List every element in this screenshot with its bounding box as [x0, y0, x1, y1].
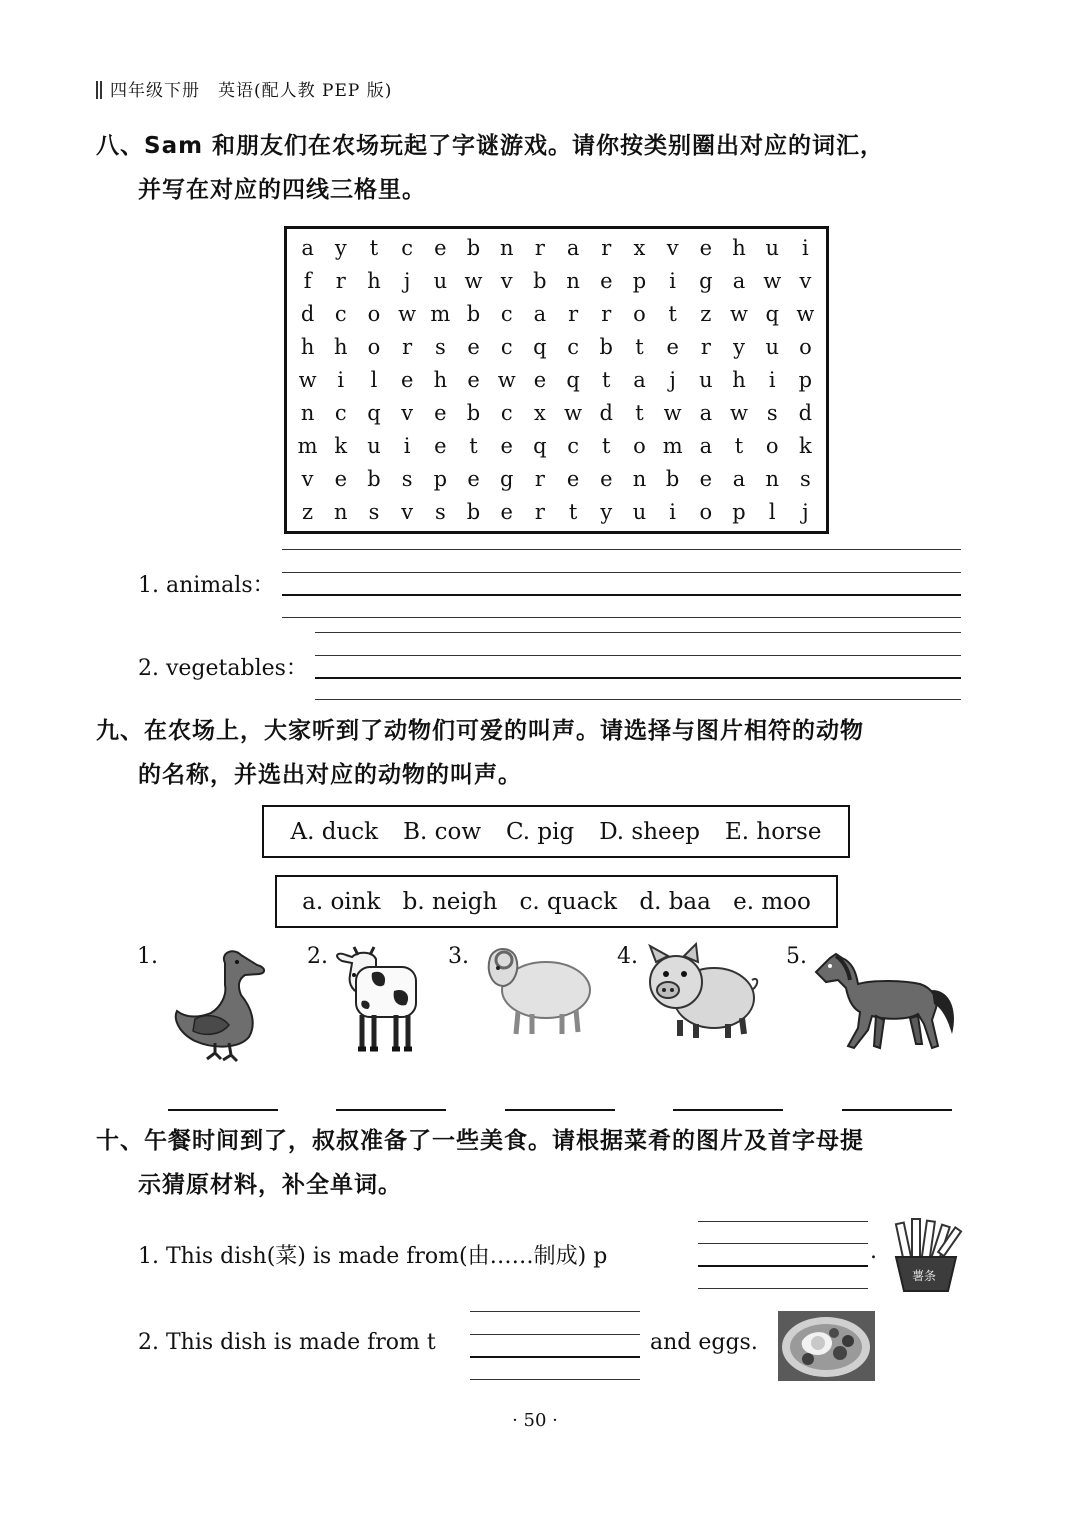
grid-letter[interactable]: n [632, 467, 647, 492]
grid-letter[interactable]: l [370, 367, 378, 392]
grid-letter[interactable]: c [500, 334, 513, 359]
grid-letter[interactable]: o [367, 334, 381, 359]
grid-letter[interactable]: a [301, 235, 314, 260]
writing-line [315, 699, 961, 700]
section9-title-line1: 九、在农场上，大家听到了动物们可爱的叫声。请选择与图片相符的动物 [96, 718, 864, 744]
grid-letter[interactable]: d [300, 301, 315, 326]
grid-letter[interactable]: a [699, 401, 713, 426]
grid-letter[interactable]: a [533, 301, 547, 326]
grid-letter[interactable]: p [632, 268, 647, 293]
grid-letter[interactable]: q [566, 367, 580, 392]
grid-letter[interactable]: r [534, 500, 545, 525]
word-search-grid [287, 229, 826, 531]
grid-letter[interactable]: q [765, 301, 779, 326]
grid-letter[interactable]: c [500, 301, 513, 326]
grid-letter[interactable]: o [633, 301, 646, 326]
q1-writing-baseline[interactable] [698, 1265, 868, 1267]
grid-letter[interactable]: a [633, 367, 646, 392]
grid-letter[interactable]: q [367, 401, 381, 426]
grid-letter[interactable]: h [334, 334, 348, 359]
q2-sentence: 2. This dish is made from t [138, 1330, 436, 1355]
grid-letter[interactable]: w [730, 301, 749, 326]
word-search-grid-box [284, 226, 829, 534]
grid-letter[interactable]: t [369, 235, 379, 260]
grid-letter[interactable]: x [533, 401, 546, 426]
grid-letter[interactable]: s [800, 467, 811, 492]
header-text: 四年级下册 英语(配人教 PEP 版) [110, 81, 393, 101]
grid-letter[interactable]: v [301, 467, 314, 492]
grid-letter[interactable]: i [669, 268, 677, 293]
answer-blank-1[interactable] [168, 1109, 278, 1111]
fries-image [882, 1217, 974, 1295]
grid-letter[interactable]: u [765, 235, 779, 260]
grid-letter[interactable]: a [566, 235, 580, 260]
grid-letter[interactable]: c [401, 235, 414, 260]
grid-letter[interactable]: a [699, 434, 713, 459]
grid-letter[interactable]: t [602, 367, 611, 392]
writing-baseline[interactable] [315, 677, 961, 679]
grid-letter[interactable]: p [732, 500, 746, 525]
section8-title-line1: 八、Sam 和朋友们在农场玩起了字谜游戏。请你按类别圈出对应的词汇， [96, 133, 885, 159]
section8-title-line2: 并写在对应的四线三格里。 [138, 177, 426, 203]
grid-letter[interactable]: m [430, 301, 451, 326]
grid-letter[interactable]: e [566, 467, 580, 492]
grid-letter[interactable]: i [669, 500, 677, 525]
grid-letter[interactable]: e [699, 235, 713, 260]
duck-icon [165, 945, 280, 1065]
q1-period: . [870, 1239, 877, 1264]
grid-letter[interactable]: r [601, 235, 612, 260]
q2-writing-baseline[interactable] [470, 1356, 640, 1358]
grid-letter[interactable]: v [799, 268, 812, 293]
section9-title-line2: 的名称，并选出对应的动物的叫声。 [138, 762, 522, 788]
grid-letter[interactable]: u [765, 334, 779, 359]
grid-letter[interactable]: r [700, 334, 711, 359]
answer-blank-4[interactable] [673, 1109, 783, 1111]
grid-letter[interactable]: e [467, 367, 480, 392]
grid-letter[interactable]: t [734, 434, 744, 459]
grid-letter[interactable]: w [497, 367, 516, 392]
grid-letter[interactable]: h [433, 367, 448, 392]
option-cow: B. cow [403, 818, 482, 845]
section10-title-line1: 十、午餐时间到了，叔叔准备了一些美食。请根据菜肴的图片及首字母提 [96, 1128, 864, 1154]
grid-letter[interactable]: z [700, 301, 712, 326]
grid-letter[interactable]: w [564, 401, 583, 426]
header-bar-decoration [96, 81, 98, 99]
grid-letter[interactable]: h [300, 334, 315, 359]
grid-letter[interactable]: w [663, 401, 682, 426]
grid-letter[interactable]: q [533, 334, 547, 359]
grid-letter[interactable]: e [467, 334, 480, 359]
grid-letter[interactable]: e [434, 401, 447, 426]
grid-letter[interactable]: c [500, 401, 513, 426]
grid-letter[interactable]: h [732, 235, 746, 260]
writing-line [698, 1243, 868, 1244]
grid-letter[interactable]: e [434, 434, 447, 459]
grid-letter[interactable]: b [599, 334, 613, 359]
answer-blank-2[interactable] [336, 1109, 446, 1111]
grid-letter[interactable]: o [799, 334, 812, 359]
grid-letter[interactable]: r [335, 268, 346, 293]
grid-letter[interactable]: n [566, 268, 580, 293]
grid-letter[interactable]: c [567, 334, 579, 359]
grid-letter[interactable]: t [635, 334, 644, 359]
grid-letter[interactable]: y [334, 235, 347, 260]
grid-letter[interactable]: g [699, 268, 713, 293]
grid-letter[interactable]: r [568, 301, 579, 326]
writing-line [470, 1311, 640, 1312]
sound-neigh: b. neigh [402, 888, 498, 915]
grid-letter[interactable]: t [469, 434, 478, 459]
option-horse: E. horse [724, 818, 822, 845]
grid-letter[interactable]: c [334, 401, 347, 426]
writing-line [315, 655, 961, 656]
vegetables-label: 2. vegetables： [138, 656, 308, 681]
grid-letter[interactable]: n [499, 235, 514, 260]
grid-letter[interactable]: s [368, 500, 380, 525]
grid-letter[interactable]: w [398, 301, 417, 326]
grid-letter[interactable]: j [403, 268, 411, 293]
grid-letter[interactable]: h [732, 367, 746, 392]
grid-letter[interactable]: r [534, 467, 545, 492]
header-bar-decoration [100, 81, 102, 99]
grid-letter[interactable]: f [303, 268, 312, 293]
grid-letter[interactable]: w [796, 301, 815, 326]
grid-letter[interactable]: s [434, 334, 446, 359]
sound-baa: d. baa [639, 888, 711, 915]
grid-letter[interactable]: v [666, 235, 679, 260]
grid-letter[interactable]: o [367, 301, 381, 326]
grid-letter[interactable]: b [466, 500, 481, 525]
item-number: 3. [448, 944, 469, 969]
sound-oink: a. oink [302, 888, 381, 915]
section10-title-line2: 示猜原材料，补全单词。 [138, 1172, 402, 1198]
grid-letter[interactable]: b [665, 467, 680, 492]
grid-letter[interactable]: b [466, 401, 481, 426]
grid-letter[interactable]: s [434, 500, 446, 525]
grid-letter[interactable]: i [768, 367, 776, 392]
grid-letter[interactable]: v [500, 268, 513, 293]
grid-letter[interactable]: b [466, 235, 481, 260]
grid-letter[interactable]: o [765, 434, 779, 459]
grid-letter[interactable]: c [567, 434, 579, 459]
sheep-icon [476, 940, 596, 1040]
writing-line [470, 1379, 640, 1380]
grid-letter[interactable]: d [599, 401, 613, 426]
grid-letter[interactable]: m [297, 434, 318, 459]
grid-letter[interactable]: e [699, 467, 713, 492]
grid-letter[interactable]: n [765, 467, 779, 492]
grid-letter[interactable]: u [699, 367, 713, 392]
grid-letter[interactable]: r [402, 334, 413, 359]
page-number: · 50 · [512, 1410, 558, 1431]
grid-letter[interactable]: l [768, 500, 776, 525]
grid-letter[interactable]: n [300, 401, 315, 426]
grid-letter[interactable]: j [669, 367, 676, 392]
grid-letter[interactable]: w [763, 268, 782, 293]
grid-letter[interactable]: w [464, 268, 483, 293]
sound-quack: c. quack [519, 888, 618, 915]
grid-letter[interactable]: y [600, 500, 613, 525]
writing-line [698, 1221, 868, 1222]
grid-letter[interactable]: e [600, 467, 613, 492]
grid-letter[interactable]: x [633, 235, 646, 260]
writing-line [282, 617, 961, 618]
q2-suffix: and eggs. [650, 1330, 758, 1355]
writing-line [698, 1288, 868, 1289]
grid-letter[interactable]: j [802, 500, 809, 525]
grid-letter[interactable]: a [732, 268, 746, 293]
grid-letter[interactable]: r [601, 301, 612, 326]
grid-letter[interactable]: k [334, 434, 348, 459]
writing-line [470, 1334, 640, 1335]
grid-letter[interactable]: t [635, 401, 644, 426]
grid-letter[interactable]: t [668, 301, 677, 326]
tomato-egg-dish-image [778, 1311, 875, 1381]
grid-letter[interactable]: d [798, 401, 813, 426]
grid-letter[interactable]: b [533, 268, 547, 293]
writing-line [282, 572, 961, 573]
grid-letter[interactable]: e [400, 367, 414, 392]
grid-letter[interactable]: u [632, 500, 647, 525]
grid-letter[interactable]: e [467, 467, 480, 492]
grid-letter[interactable]: s [401, 467, 413, 492]
grid-letter[interactable]: b [367, 467, 381, 492]
item-number: 2. [307, 944, 328, 969]
fries-label: 薯条 [912, 1269, 937, 1283]
grid-letter[interactable]: e [600, 268, 613, 293]
grid-letter[interactable]: m [662, 434, 683, 459]
option-sheep: D. sheep [599, 818, 700, 845]
grid-letter[interactable]: h [367, 268, 381, 293]
grid-letter[interactable]: q [533, 434, 547, 459]
grid-letter[interactable]: w [730, 401, 749, 426]
item-number: 4. [617, 944, 638, 969]
grid-letter[interactable]: y [733, 334, 745, 359]
grid-letter[interactable]: w [298, 367, 317, 392]
option-pig: C. pig [506, 818, 575, 845]
item-number: 1. [137, 944, 158, 969]
grid-letter[interactable]: c [334, 301, 347, 326]
grid-letter[interactable]: r [534, 235, 545, 260]
grid-letter[interactable]: s [766, 401, 778, 426]
grid-letter[interactable]: a [732, 467, 746, 492]
grid-letter[interactable]: e [666, 334, 679, 359]
writing-baseline[interactable] [282, 594, 961, 596]
grid-letter[interactable]: z [302, 500, 314, 525]
option-duck: A. duck [290, 818, 379, 845]
grid-letter[interactable]: t [568, 500, 578, 525]
grid-letter[interactable]: o [699, 500, 713, 525]
writing-line [315, 632, 961, 633]
answer-blank-5[interactable] [842, 1109, 952, 1111]
grid-letter[interactable]: g [499, 467, 514, 492]
animals-label: 1. animals： [138, 573, 275, 598]
sound-moo: e. moo [733, 888, 811, 915]
grid-letter[interactable]: u [367, 434, 381, 459]
horse-icon [812, 950, 962, 1060]
q1-sentence: 1. This dish(菜) is made from(由……制成) p [138, 1244, 608, 1269]
grid-letter[interactable]: i [802, 235, 809, 260]
grid-letter[interactable]: i [403, 434, 411, 459]
answer-blank-3[interactable] [505, 1109, 615, 1111]
grid-letter[interactable]: t [602, 434, 611, 459]
item-number: 5. [786, 944, 807, 969]
grid-letter[interactable]: n [334, 500, 348, 525]
grid-letter[interactable]: e [334, 467, 347, 492]
grid-letter[interactable]: e [500, 500, 513, 525]
grid-letter[interactable]: b [466, 301, 481, 326]
grid-letter[interactable]: e [500, 434, 513, 459]
writing-line [282, 549, 961, 550]
animal-names-box [262, 805, 850, 858]
grid-letter[interactable]: p [433, 467, 448, 492]
grid-letter[interactable]: i [337, 367, 345, 392]
grid-letter[interactable]: e [533, 367, 547, 392]
animal-sounds-box [275, 875, 838, 928]
grid-letter[interactable]: u [433, 268, 448, 293]
grid-letter[interactable]: v [401, 401, 414, 426]
grid-letter[interactable]: e [434, 235, 447, 260]
pig-icon [640, 940, 760, 1045]
grid-letter[interactable]: p [798, 367, 813, 392]
grid-letter[interactable]: k [799, 434, 812, 459]
grid-letter[interactable]: v [401, 500, 414, 525]
grid-letter[interactable]: o [633, 434, 646, 459]
running-header [96, 76, 392, 101]
cow-icon [332, 945, 422, 1060]
